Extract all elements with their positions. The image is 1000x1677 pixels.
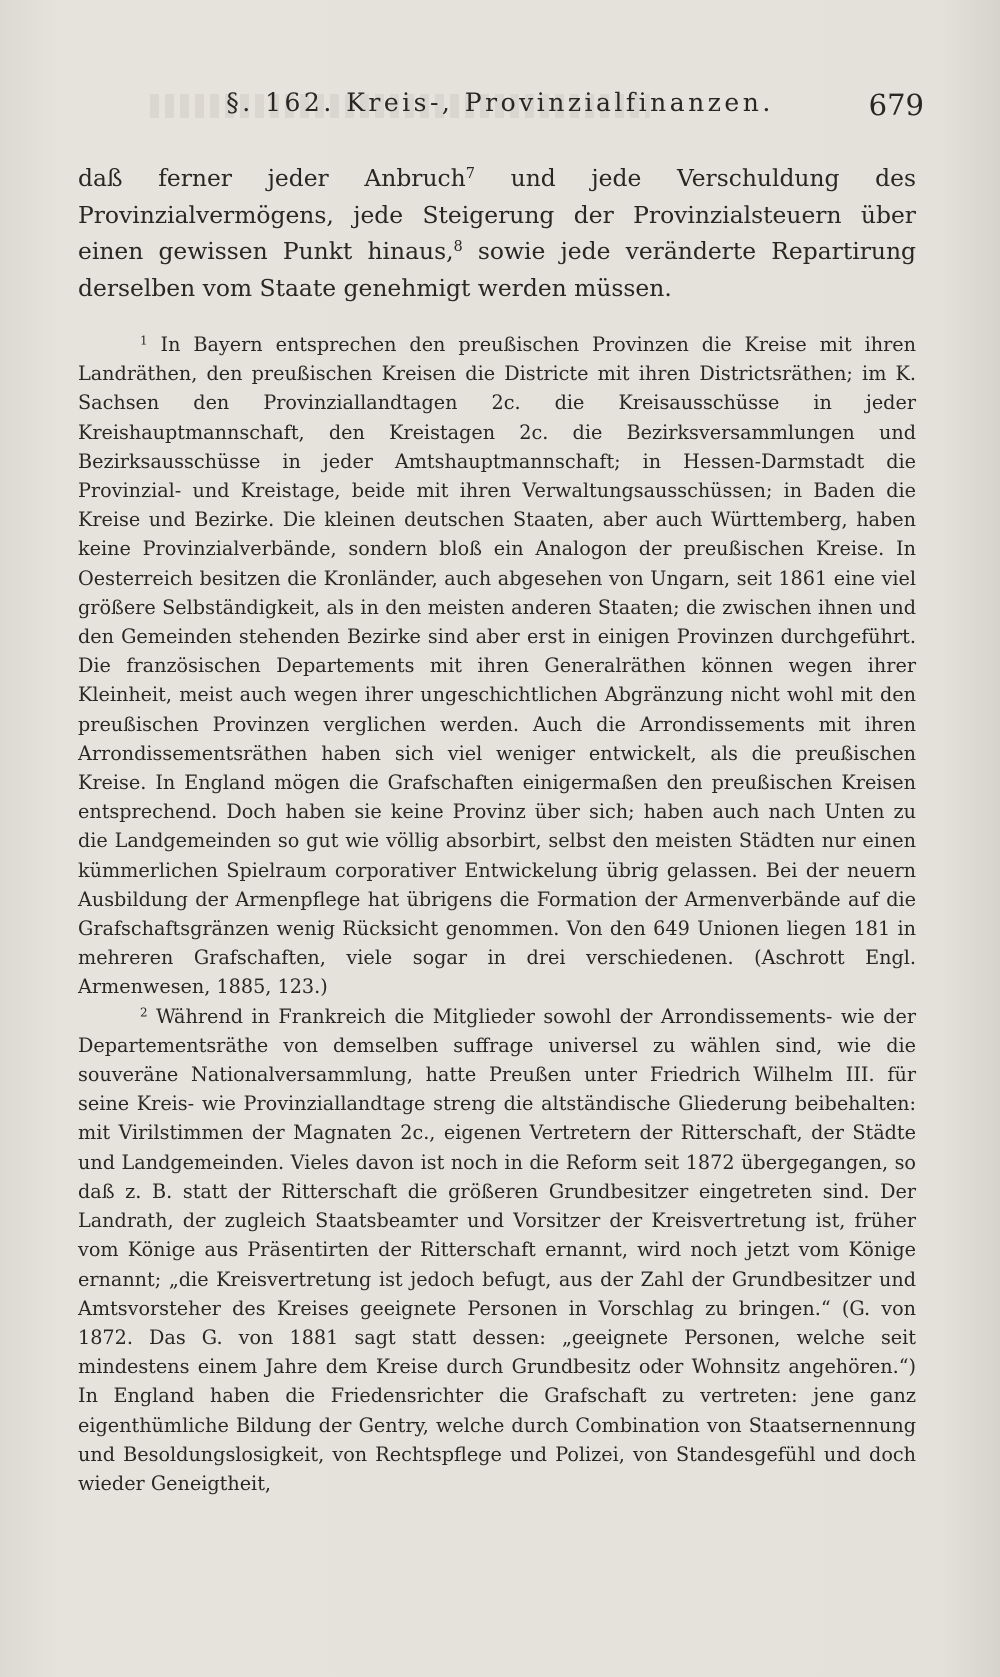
footnote-2: [78, 1002, 916, 1498]
main-text-part-2: und jede Verschuldung des Provinzialvermögens, jede Steigerung der Provinzialsteuern über einen gewissen Punkt hinaus,: [78, 164, 916, 265]
page-number: 679: [868, 88, 924, 122]
footnote-ref-7: 7: [465, 166, 475, 183]
main-text-part-3: sowie jede veränderte Repartirung derselben vom Staate genehmigt werden müssen.: [78, 237, 916, 302]
footnote-marker: 1: [140, 333, 148, 348]
main-text: [78, 160, 916, 306]
footnotes: [78, 330, 916, 1498]
footnote-1: [78, 330, 916, 1002]
footnote-text: In Bayern entsprechen den preußischen Provinzen die Kreise mit ihren Landräthen, den preußischen Kreisen die Districte mit ihren Districtsräthen; im K. Sachsen den Provinziallandtagen 2c. die Kreisausschüsse in jeder Kreishauptmannschaft, den Kreistagen 2c. die Bezirksversammlungen und Bezirksausschüsse in jeder Amtshauptmannschaft; in Hessen-Darmstadt die Provinzial- und Kreistage, beide mit ihren Verwaltungsausschüssen; in Baden die Kreise und Bezirke. Die kleinen deutschen Staaten, aber auch Württemberg, haben keine Provinzialverbände, sondern bloß ein Analogon der preußischen Kreise. In Oesterreich besitzen die Kronländer, auch abgesehen von Ungarn, seit 1861 eine viel größere Selbständigkeit, als in den meisten anderen Staaten; die zwischen ihnen und den Gemeinden stehenden Bezirke sind aber erst in einigen Provinzen durchgeführt. Die französischen Departements mit ihren Generalräthen können wegen ihrer Kleinheit, meist auch wegen ihrer ungeschichtlichen Abgränzung nicht wohl mit den preußischen Provinzen verglichen werden. Auch die Arrondissements mit ihren Arrondissementsräthen haben sich viel weniger entwickelt, als die preußischen Kreise. In England mögen die Grafschaften einigermaßen den preußischen Kreisen entsprechend. Doch haben sie keine Provinz über sich; haben auch nach Unten zu die Landgemeinden so gut wie völlig absorbirt, selbst den meisten Städten nur einen kümmerlichen Spielraum corporativer Entwickelung übrig gelassen. Bei der neuern Ausbildung der Armenpflege hat übrigens die Formation der Armenverbände auf die Grafschaftsgränzen wenig Rücksicht genommen. Von den 649 Unionen liegen 181 in mehreren Grafschaften, viele sogar in drei verschiedenen. (Aschrott Engl. Armenwesen, 1885, 123.): [78, 333, 916, 999]
footnote-ref-8: 8: [453, 239, 463, 256]
section-title: §. 162. Kreis-, Provinzialfinanzen.: [226, 88, 774, 117]
main-text-part-1: daß ferner jeder Anbruch: [78, 164, 466, 192]
running-header: [80, 88, 924, 132]
footnote-text: Während in Frankreich die Mitglieder sowohl der Arrondissements- wie der Departementsräthe von demselben suffrage universel zu wählen sind, wie die souveräne Nationalversammlung, hatte Preußen unter Friedrich Wilhelm III. für seine Kreis- wie Provinziallandtage streng die altständische Gliederung beibehalten: mit Virilstimmen der Magnaten 2c., eigenen Vertretern der Ritterschaft, der Städte und Landgemeinden. Vieles davon ist noch in die Reform seit 1872 übergegangen, so daß z. B. statt der Ritterschaft die größeren Grundbesitzer eingetreten sind. Der Landrath, der zugleich Staatsbeamter und Vorsitzer der Kreisvertretung ist, früher vom Könige aus Präsentirten der Ritterschaft ernannt, wird noch jetzt vom Könige ernannt; „die Kreisvertretung ist jedoch befugt, aus der Zahl der Grundbesitzer und Amtsvorsteher des Kreises geeignete Personen in Vorschlag zu bringen.“ (G. von 1872. Das G. von 1881 sagt statt dessen: „geeignete Personen, welche seit mindestens einem Jahre dem Kreise durch Grundbesitz oder Wohnsitz angehören.“) In England haben die Friedensrichter die Grafschaft zu vertreten: jene ganz eigenthümliche Bildung der Gentry, welche durch Combination von Staatsernennung und Besoldungslosigkeit, von Rechtspflege und Polizei, von Standesgefühl und doch wieder Geneigtheit,: [78, 1004, 916, 1495]
footnote-marker: 2: [140, 1005, 148, 1020]
